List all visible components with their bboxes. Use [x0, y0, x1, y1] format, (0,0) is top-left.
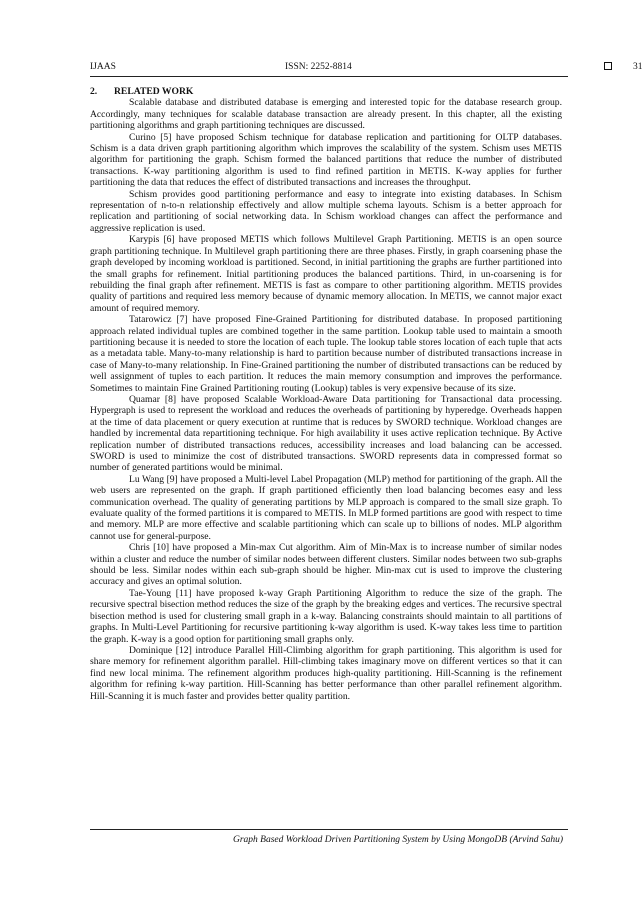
checkbox-square-icon [604, 62, 612, 70]
paragraph: Curino [5] have proposed Schism technique for database replication and partitioning for OLTP databases. Schism is a data driven graph partitioning algorithm which improves the scalability of the system. Schism uses METIS algorithm for partitioning the graph. Schism formed the balanced partitions that reduce the number of distributed transactions. K-way partitioning algorithm is used to find refined partition in METIS. K-way applies for further partitioning the data that reduces the effect of distributed transactions and increases the throughput. [90, 131, 562, 189]
paragraph: Lu Wang [9] have proposed a Multi-level Label Propagation (MLP) method for partitioning of the graph. All the web users are represented on the graph. If graph partitioned efficiently then load balancing becomes easy and less communication overhead. The quality of generating partitions by MLP approach is compared to the small size graph. To evaluate quality of the formed partitions it is compared to METIS. In MLP formed partitions are good with respect to time and memory. MLP are more effective and scalable partitioning which can scale up to billions of nodes. MLP algorithm cannot use for general-purpose. [90, 473, 562, 542]
paragraph: Schism provides good partitioning performance and easy to integrate into existing databases. In Schism representation of n-to-n relationship effectively and allow multiple schema layouts. Schism is a better approach for replication and partitioning of social networking data. In Schism workload changes can affect the performance and aggressive replication is used. [90, 188, 562, 234]
paragraph: Tatarowicz [7] have proposed Fine-Grained Partitioning for distributed database. In proposed partitioning approach related individual tuples are combined together in the same partition. Lookup table used to maintain a smooth partitioning because it is needed to store the location of each tuple. The lookup table stores location of each tuple that acts as a metadata table. Many-to-many relationship is hard to partition because number of distributed transactions increase in case of Many-to-many relationship. In Fine-Grained partitioning the number of distributed transactions can be reduced by well assignment of tuples to each partition. It reduces the main memory consumption and improves the performance. Sometimes to maintain Fine Grained Partitioning routing (Lookup) tables is very expensive because of its size. [90, 314, 562, 394]
paragraph: Scalable database and distributed database is emerging and interested topic for the database research group. Accordingly, many techniques for scalable database transaction are already present. In this chapter, all the existing partitioning algorithms and graph partitioning techniques are discussed. [90, 97, 562, 132]
page-number: 31 [633, 62, 643, 72]
section-heading [90, 86, 562, 97]
header-divider [90, 76, 568, 77]
section-title: RELATED WORK [114, 86, 194, 97]
paragraph: Dominique [12] introduce Parallel Hill-Climbing algorithm for graph partitioning. This algorithm is used for share memory for refinement algorithm parallel. Hill-climbing takes imaginary move on different vertices so that it can find new local minima. The refinement algorithm produces high-quality partitioning. Hill-Scanning is the refinement algorithm for refining k-way partition. Hill-Scanning has better performance than other parallel refinement algorithm. Hill-Scanning it is much faster and provides better quality partition. [90, 644, 562, 702]
paragraph: Karypis [6] have proposed METIS which follows Multilevel Graph Partitioning. METIS is an open source graph partitioning technique. In Multilevel graph partitioning there are three phases. Firstly, in graph coarsening phase the graph developed by incoming workload is partitioned. Second, in initial partitioning the graphs are further partitioned into the small graphs for refinement. Initial partitioning produces the balanced partitions. Third, in un-coarsening is for rebuilding the final graph after refinement. METIS is fast as compare to other partitioning algorithm. METIS provides quality of partitions and required less memory because of dynamic memory allocation. In METIS, we cannot major exact amount of required memory. [90, 234, 562, 314]
issn-number: ISSN: 2252-8814 [285, 62, 352, 72]
paragraph: Quamar [8] have proposed Scalable Workload-Aware Data partitioning for Transactional data processing. Hypergraph is used to represent the workload and reduces the overheads of partitioning by hyperedge. Overheads happen at the time of data placement or query execution at runtime that is reduces by SWORD technique. Workload changes are handled by incremental data repartitioning technique. For high availability it uses active replication technique. By Active replication number of distributed transactions reduces, accessibility increases and load balancing can be accessed. SWORD is used to minimize the cost of distributed transactions. SWORD represents data in compressed format so number of generated partitions would be minimal. [90, 393, 562, 474]
running-header [90, 60, 643, 74]
journal-name: IJAAS [90, 62, 116, 72]
section-number: 2. [90, 86, 98, 97]
paragraph: Chris [10] have proposed a Min-max Cut algorithm. Aim of Min-Max is to increase number of similar nodes within a cluster and reduce the number of similar nodes between different clusters. Similar nodes between two sub-graphs should be less. Similar nodes within each sub-graph should be higher. Min-max cut is used to improve the clustering accuracy and gives an optimal solution. [90, 542, 562, 588]
footer-divider [90, 829, 568, 830]
paragraph: Tae-Young [11] have proposed k-way Graph Partitioning Algorithm to reduce the size of the graph. The recursive spectral bisection method reduces the size of the graph by the breaking edges and vertices. The recursive spectral bisection method is used for clustering small graph in a k-way. Balancing constraints should maintain to all partitions of graphs. In Multi-Level Partitioning for recursive partitioning k-way algorithm is used. K-way takes less time to partition the graph. K-way is a good option for partitioning small graphs only. [90, 587, 562, 645]
running-footer: Graph Based Workload Driven Partitioning System by Using MongoDB (Arvind Sahu) [233, 835, 563, 845]
body-text [90, 86, 562, 702]
